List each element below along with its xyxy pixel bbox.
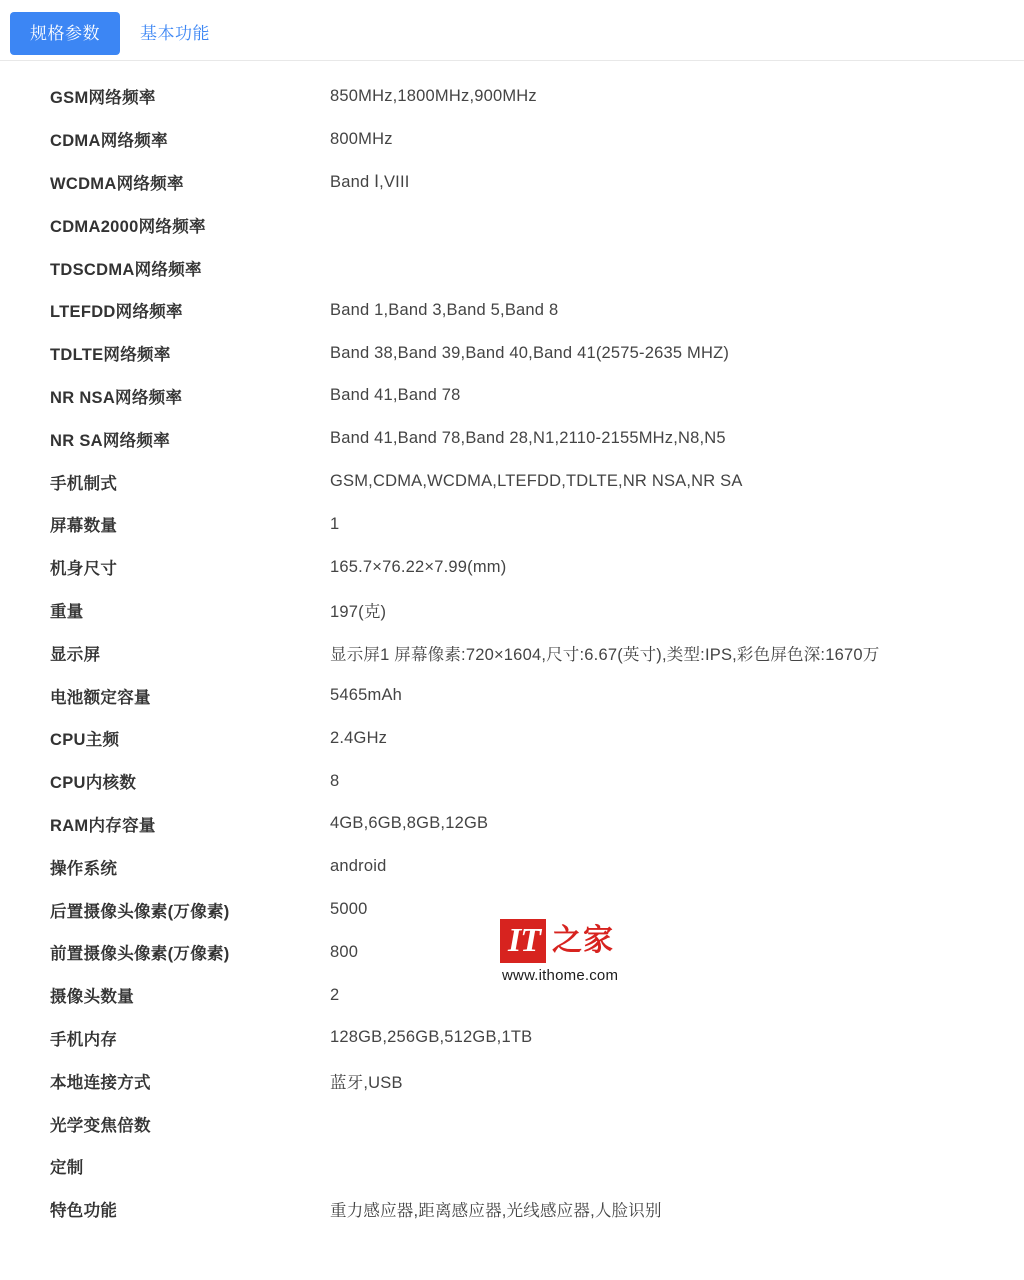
spec-value: 165.7×76.22×7.99(mm)	[330, 557, 507, 576]
table-row	[0, 1188, 1024, 1231]
spec-value	[330, 1145, 1024, 1188]
spec-value: 5465mAh	[330, 686, 403, 705]
spec-label: 重量	[50, 602, 84, 621]
table-row	[0, 332, 1024, 375]
table-row	[0, 546, 1024, 589]
spec-label: LTEFDD网络频率	[50, 303, 183, 322]
spec-label: 前置摄像头像素(万像素)	[50, 945, 230, 964]
table-row	[0, 417, 1024, 460]
table-row	[0, 974, 1024, 1017]
table-row	[0, 246, 1024, 289]
table-row	[0, 1059, 1024, 1102]
spec-value: 2	[330, 985, 340, 1004]
spec-label: CPU内核数	[50, 774, 137, 793]
watermark-cn-mark: 之家	[552, 924, 614, 957]
table-row	[0, 75, 1024, 118]
table-row	[0, 717, 1024, 760]
spec-label: 手机制式	[50, 474, 118, 493]
spec-label: NR SA网络频率	[50, 431, 171, 450]
table-row	[0, 589, 1024, 632]
spec-label: CDMA2000网络频率	[50, 217, 206, 236]
spec-value: 197(克)	[330, 602, 387, 621]
table-row	[0, 503, 1024, 546]
table-row	[0, 803, 1024, 846]
spec-label: 定制	[50, 1159, 84, 1178]
spec-label: TDLTE网络频率	[50, 346, 171, 365]
spec-value: Band 41,Band 78,Band 28,N1,2110-2155MHz,N8,N5	[330, 429, 726, 448]
spec-value: 1	[330, 514, 340, 533]
spec-value: android	[330, 857, 387, 876]
spec-value: 800	[330, 942, 359, 961]
table-row	[0, 203, 1024, 246]
tab-specifications[interactable]: 规格参数	[10, 12, 120, 55]
spec-value: 2.4GHz	[330, 728, 388, 747]
spec-value: 5000	[330, 900, 368, 919]
spec-label: 特色功能	[50, 1202, 118, 1221]
table-row	[0, 1145, 1024, 1188]
spec-label: 摄像头数量	[50, 988, 134, 1007]
spec-label: CPU主频	[50, 731, 120, 750]
table-row	[0, 1017, 1024, 1060]
table-row	[0, 118, 1024, 161]
spec-label: 机身尺寸	[50, 560, 118, 579]
spec-value	[330, 203, 1024, 246]
spec-label: 本地连接方式	[50, 1073, 151, 1092]
spec-value: Band 38,Band 39,Band 40,Band 41(2575-2635 MHZ)	[330, 343, 730, 362]
spec-value: 850MHz,1800MHz,900MHz	[330, 86, 537, 105]
specifications-table	[0, 75, 1024, 1231]
spec-value: Band Ⅰ,VIII	[330, 172, 410, 191]
spec-label: 光学变焦倍数	[50, 1116, 151, 1135]
spec-label: GSM网络频率	[50, 89, 156, 108]
table-row	[0, 289, 1024, 332]
spec-value: 8	[330, 771, 340, 790]
spec-value: 蓝牙,USB	[330, 1073, 403, 1092]
spec-label: 屏幕数量	[50, 517, 118, 536]
spec-label: 操作系统	[50, 859, 118, 878]
table-row	[0, 931, 1024, 974]
spec-label: 手机内存	[50, 1030, 118, 1049]
watermark-url: www.ithome.com	[502, 967, 619, 984]
table-row	[0, 888, 1024, 931]
spec-label: 后置摄像头像素(万像素)	[50, 902, 230, 921]
table-row	[0, 760, 1024, 803]
spec-value	[330, 1102, 1024, 1145]
table-row	[0, 375, 1024, 418]
spec-value: 显示屏1 屏幕像素:720×1604,尺寸:6.67(英寸),类型:IPS,彩色屏色深:1670万	[330, 645, 880, 664]
spec-label: CDMA网络频率	[50, 132, 168, 151]
spec-value: 800MHz	[330, 129, 393, 148]
watermark-it-mark: IT	[500, 919, 546, 963]
table-row	[0, 674, 1024, 717]
spec-value: 128GB,256GB,512GB,1TB	[330, 1028, 533, 1047]
header-divider	[0, 60, 1024, 61]
spec-label: 显示屏	[50, 645, 101, 664]
spec-label: NR NSA网络频率	[50, 388, 183, 407]
table-row	[0, 161, 1024, 204]
table-row	[0, 631, 1024, 674]
spec-label: WCDMA网络频率	[50, 174, 184, 193]
spec-value: GSM,CDMA,WCDMA,LTEFDD,TDLTE,NR NSA,NR SA	[330, 472, 743, 491]
specifications-body	[0, 75, 1024, 1231]
spec-value: 重力感应器,距离感应器,光线感应器,人脸识别	[330, 1202, 662, 1221]
table-row	[0, 460, 1024, 503]
spec-label: RAM内存容量	[50, 816, 156, 835]
tab-basic-functions[interactable]: 基本功能	[140, 24, 210, 43]
spec-value: Band 41,Band 78	[330, 386, 461, 405]
tab-bar	[0, 0, 1024, 60]
spec-value: 4GB,6GB,8GB,12GB	[330, 814, 489, 833]
spec-label: TDSCDMA网络频率	[50, 260, 202, 279]
spec-value	[330, 246, 1024, 289]
spec-value: Band 1,Band 3,Band 5,Band 8	[330, 300, 559, 319]
spec-label: 电池额定容量	[50, 688, 151, 707]
table-row	[0, 845, 1024, 888]
table-row	[0, 1102, 1024, 1145]
